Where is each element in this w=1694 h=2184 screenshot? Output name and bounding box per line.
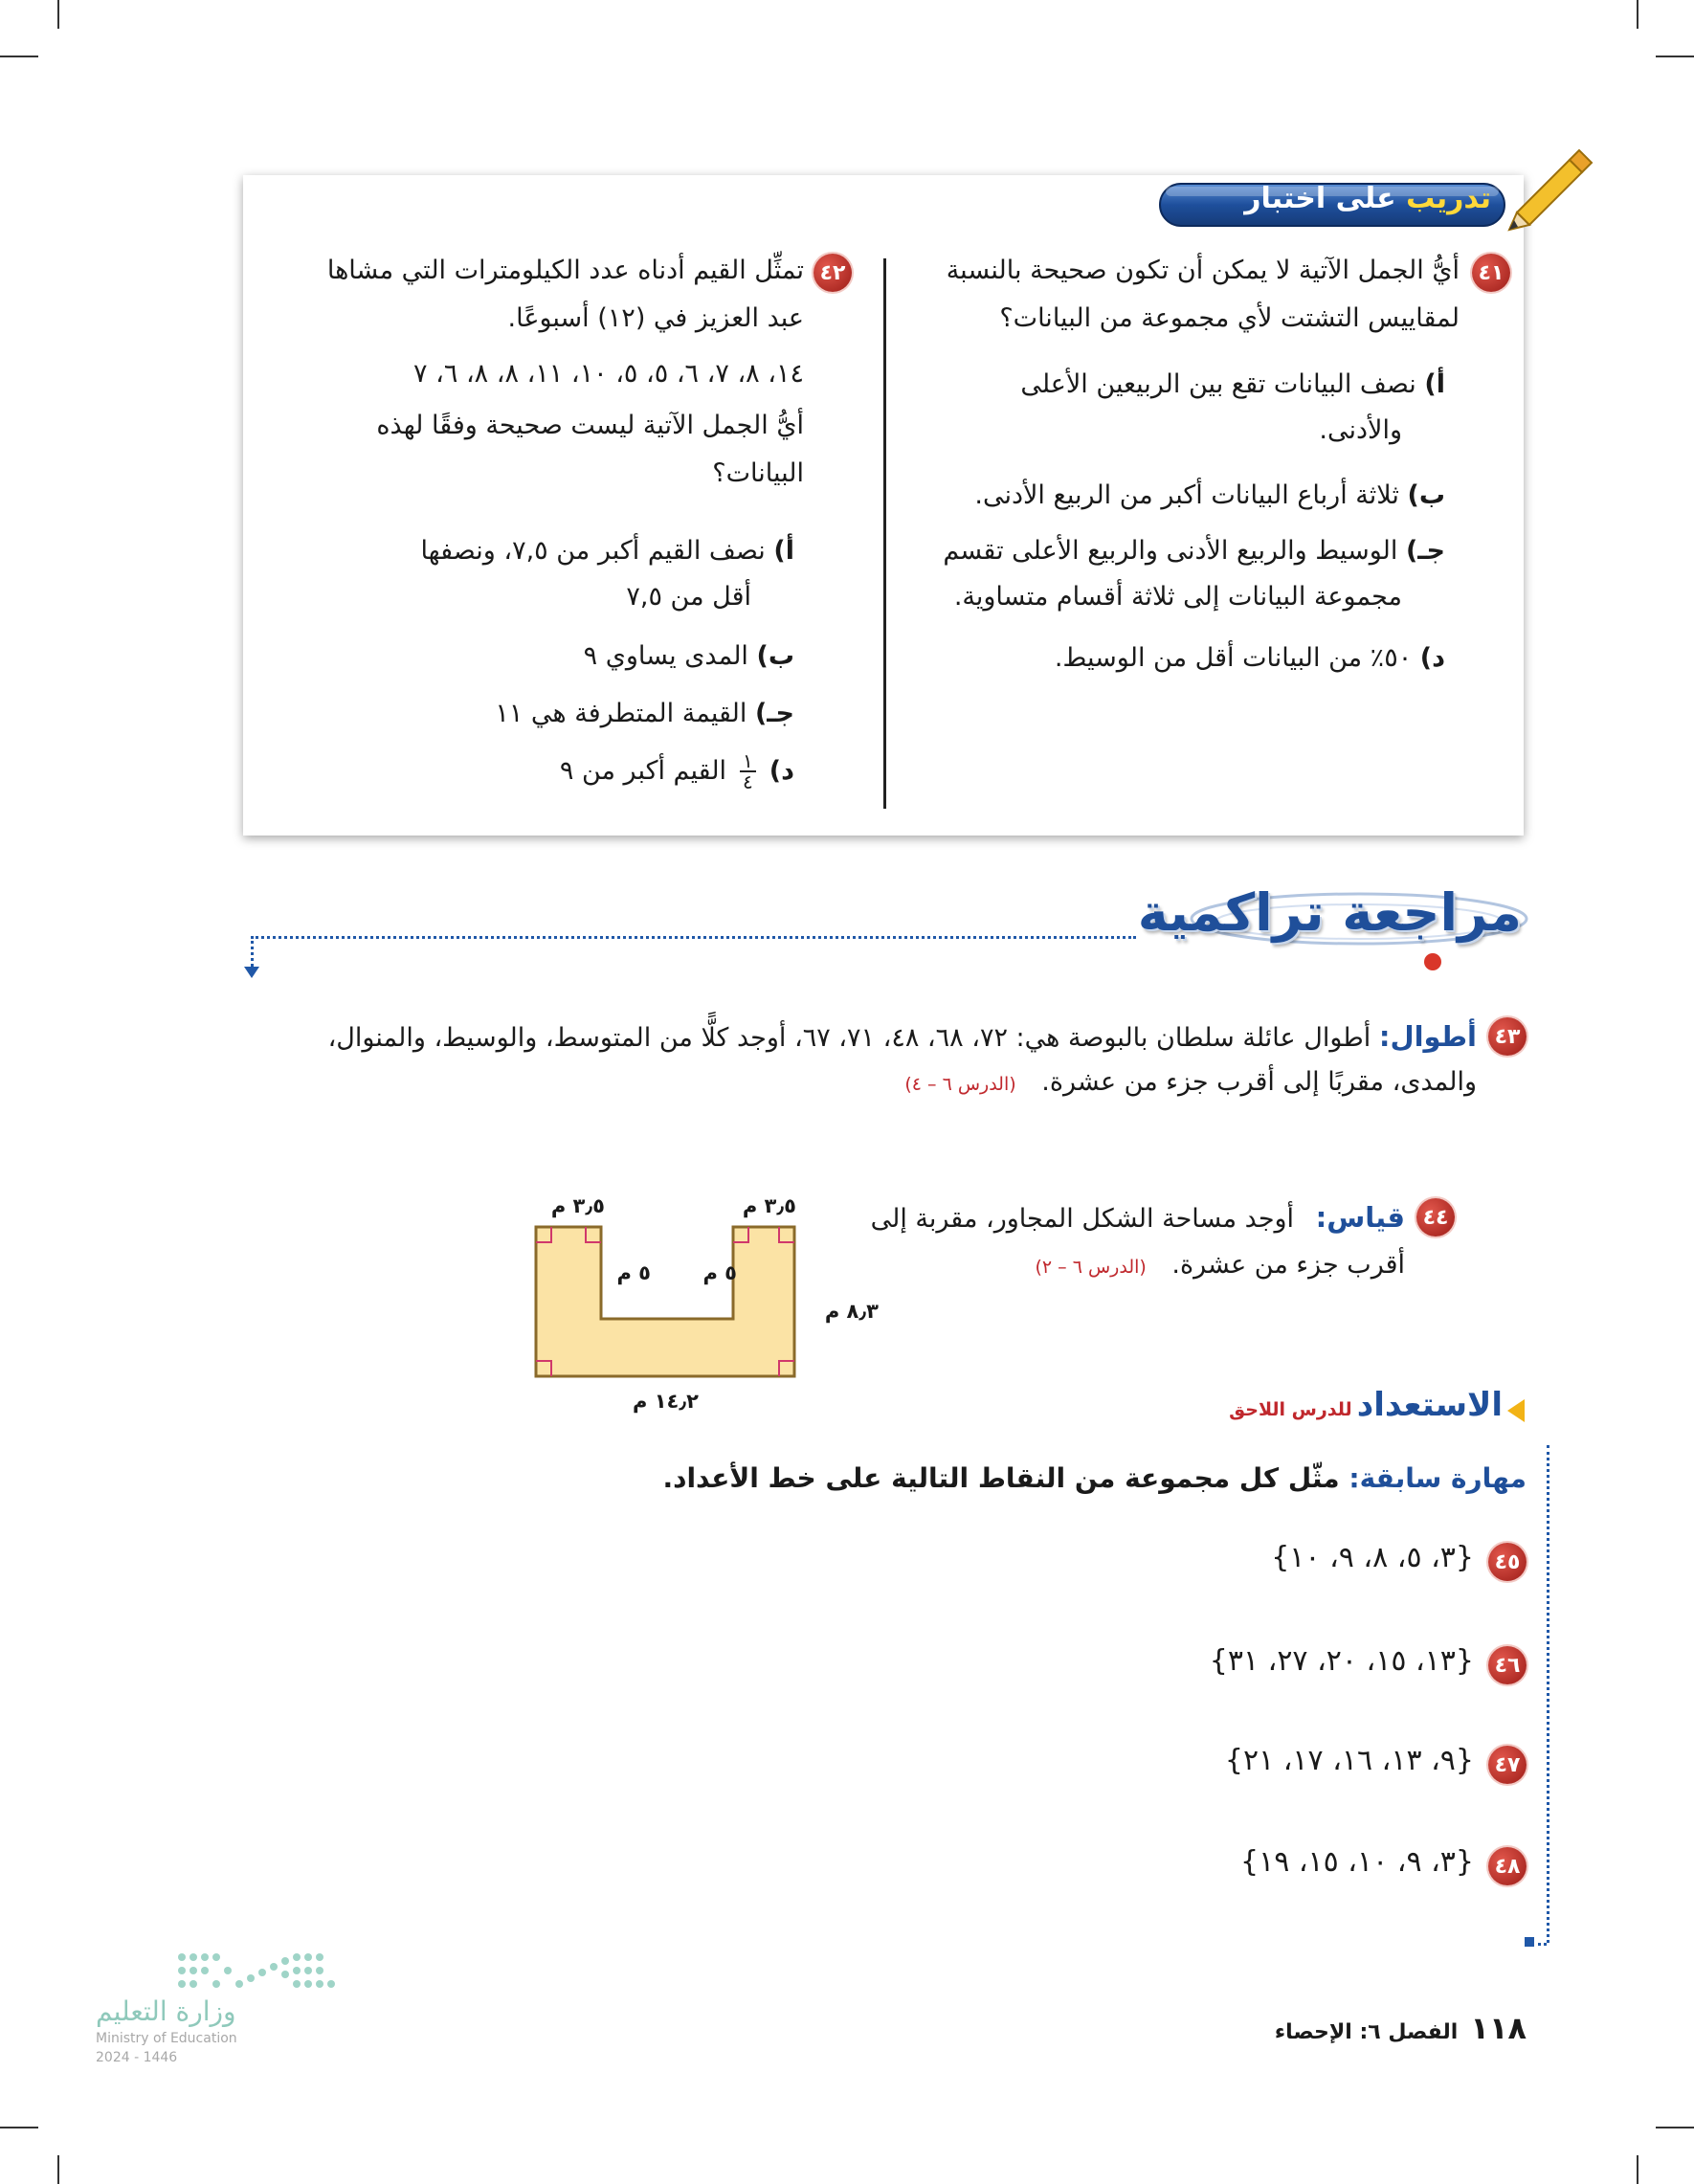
option-text: نصف البيانات تقع بين الربيعين الأعلى xyxy=(1020,369,1416,399)
q41-option-a[interactable] xyxy=(900,362,1445,454)
fraction-numerator: ١ xyxy=(740,751,756,772)
option-text: المدى يساوي ٩ xyxy=(583,641,748,671)
question-48-number xyxy=(1488,1847,1527,1885)
square-marker-icon xyxy=(1525,1937,1534,1947)
q41-prompt-line1: أيُّ الجمل الآتية لا يمكن أن تكون صحيحة بالنسبة xyxy=(946,256,1460,285)
fraction-denominator: ٤ xyxy=(743,770,753,793)
q42-prompt-line1: تمثِّل القيم أدناه عدد الكيلومترات التي مشاها xyxy=(326,256,804,285)
question-47-number xyxy=(1488,1746,1527,1784)
ministry-logo-icon xyxy=(172,1948,345,1995)
crop-mark xyxy=(1656,2127,1694,2128)
pencil-icon xyxy=(1498,136,1594,232)
option-text: الوسيط والربيع الأدنى والربيع الأعلى تقسم xyxy=(943,536,1398,566)
figure-label-top-right: ٣٫٥ م xyxy=(742,1194,796,1217)
ministry-name-ar: وزارة التعليم xyxy=(96,1995,236,2027)
option-label: ب) xyxy=(756,641,794,671)
option-label: د) xyxy=(769,756,794,786)
crop-mark xyxy=(1656,56,1694,57)
chapter-title: الفصل ٦: الإحصاء xyxy=(1274,2020,1459,2044)
q44-label: قياس: xyxy=(1315,1201,1405,1234)
option-label: أ) xyxy=(773,536,794,566)
banner-title-part2: على اختبار xyxy=(1244,182,1396,215)
q43-line2: والمدى، مقربًا إلى أقرب جزء من عشرة. xyxy=(1041,1067,1477,1097)
q44-line1: أوجد مساحة الشكل المجاور، مقربة إلى xyxy=(870,1204,1295,1234)
figure-label-inner-left: ٥ م xyxy=(616,1261,651,1284)
crop-mark xyxy=(0,56,38,57)
prior-skill-label: مهارة سابقة: xyxy=(1349,1462,1527,1494)
q44-line2: أقرب جزء من عشرة. xyxy=(1171,1250,1405,1280)
q42-option-b[interactable] xyxy=(287,634,794,680)
figure-label-right-side: ٨٫٣ م xyxy=(824,1300,879,1323)
q42-data-values: ١٤، ٨، ٧، ٦، ٥، ٥، ١٠، ١١، ٨، ٨، ٦، ٧ xyxy=(413,359,804,389)
arrow-down-icon xyxy=(244,967,259,978)
q41-option-d[interactable] xyxy=(900,635,1445,681)
fraction xyxy=(740,751,756,791)
question-44-text xyxy=(861,1194,1405,1290)
option-text: القيم أكبر من ٩ xyxy=(559,756,727,786)
option-label: أ) xyxy=(1424,369,1445,399)
q42-option-c[interactable] xyxy=(287,691,794,737)
q41-prompt-line2: لمقاييس التشتت لأي مجموعة من البيانات؟ xyxy=(999,303,1460,333)
crop-mark xyxy=(57,0,59,29)
option-label: ب) xyxy=(1407,480,1445,510)
number-set-47: {٩، ١٣، ١٦، ١٧، ٢١} xyxy=(1224,1744,1474,1777)
prior-skill xyxy=(662,1462,1527,1494)
question-number-badge: ٤٤ xyxy=(1416,1198,1455,1237)
figure-label-inner-right: ٥ م xyxy=(702,1261,737,1284)
preparation-title: الاستعداد xyxy=(1356,1386,1503,1424)
review-title: مراجعة تراكمية xyxy=(1137,882,1522,943)
prior-skill-text: مثّل كل مجموعة من النقاط التالية على خط الأعداد. xyxy=(662,1462,1340,1494)
q42-question-line1: أيُّ الجمل الآتية ليست صحيحة وفقًا لهذه xyxy=(376,411,804,440)
figure-label-bottom: ١٤٫٢ م xyxy=(633,1390,699,1413)
triangle-marker-icon xyxy=(1507,1399,1525,1422)
q42-option-d[interactable] xyxy=(287,748,794,794)
question-number-badge: ٤٦ xyxy=(1488,1646,1527,1684)
question-number-badge: ٤٨ xyxy=(1488,1847,1527,1885)
question-44-number xyxy=(1416,1198,1455,1237)
option-text: نصف القيم أكبر من ٧,٥، ونصفها xyxy=(420,536,766,566)
question-number-badge: ٤١ xyxy=(1472,254,1510,292)
preparation-subtitle: للدرس اللاحق xyxy=(1229,1399,1352,1420)
question-45-number xyxy=(1488,1543,1527,1581)
question-42-prompt xyxy=(258,247,804,498)
ministry-year: 2024 - 1446 xyxy=(96,2050,178,2065)
q43-label: أطوال: xyxy=(1378,1020,1477,1053)
q44-lesson-ref: (الدرس ٦ – ٢) xyxy=(1035,1257,1147,1278)
q41-option-c[interactable] xyxy=(900,528,1445,620)
q43-line1: أطوال عائلة سلطان بالبوصة هي: ٧٢، ٦٨، ٤٨، ٧١، ٦٧، أوجد كلًّا من المتوسط، والوسيط، والمنوال، xyxy=(327,1023,1371,1053)
ministry-name-en: Ministry of Education xyxy=(96,2031,237,2046)
preparation-dotted-line xyxy=(1547,1445,1549,1943)
option-text: القيمة المتطرفة هي ١١ xyxy=(495,699,747,728)
option-text-cont: مجموعة البيانات إلى ثلاثة أقسام متساوية. xyxy=(953,582,1402,612)
q42-option-a[interactable] xyxy=(287,528,794,620)
number-set-48: {٣، ٩، ١٠، ١٥، ١٩} xyxy=(1239,1845,1474,1879)
banner-title-part1: تدريب xyxy=(1406,182,1491,215)
question-number-badge: ٤٣ xyxy=(1488,1017,1527,1056)
crop-mark xyxy=(0,2127,38,2128)
page-footer xyxy=(1053,2010,1527,2046)
number-set-45: {٣، ٥، ٨، ٩، ١٠} xyxy=(1271,1541,1474,1574)
column-divider xyxy=(883,258,886,809)
option-label: د) xyxy=(1419,643,1445,673)
question-number-badge: ٤٧ xyxy=(1488,1746,1527,1784)
question-43-text xyxy=(230,1014,1477,1106)
q43-lesson-ref: (الدرس ٦ – ٤) xyxy=(904,1074,1016,1095)
option-label: جـ) xyxy=(754,699,794,728)
option-text: ٥٠٪ من البيانات أقل من الوسيط. xyxy=(1054,643,1413,673)
option-text-cont: والأدنى. xyxy=(1319,415,1402,445)
question-42-number xyxy=(814,254,852,292)
figure-label-top-left: ٣٫٥ م xyxy=(550,1194,605,1217)
option-text-cont: أقل من ٧,٥ xyxy=(626,582,751,612)
review-dotted-line-down xyxy=(251,936,254,967)
question-41-number xyxy=(1472,254,1510,292)
question-number-badge: ٤٥ xyxy=(1488,1543,1527,1581)
banner-title xyxy=(1166,182,1491,230)
question-number-badge: ٤٢ xyxy=(814,254,852,292)
preparation-heading xyxy=(1129,1386,1503,1424)
q42-question-line2: البيانات؟ xyxy=(712,458,804,488)
question-43-number xyxy=(1488,1017,1527,1056)
q41-option-b[interactable] xyxy=(900,473,1445,519)
question-46-number xyxy=(1488,1646,1527,1684)
page-number: ١١٨ xyxy=(1470,2010,1527,2046)
option-label: جـ) xyxy=(1405,536,1445,566)
review-dotted-line xyxy=(251,936,1136,939)
crop-mark xyxy=(1637,2155,1638,2184)
option-text: ثلاثة أرباع البيانات أكبر من الربيع الأدنى. xyxy=(974,480,1399,510)
question-41-prompt xyxy=(900,247,1460,343)
number-set-46: {١٣، ١٥، ٢٠، ٢٧، ٣١} xyxy=(1209,1644,1474,1678)
q42-prompt-line2: عبد العزيز في (١٢) أسبوعًا. xyxy=(507,303,804,333)
crop-mark xyxy=(57,2155,59,2184)
crop-mark xyxy=(1637,0,1638,29)
